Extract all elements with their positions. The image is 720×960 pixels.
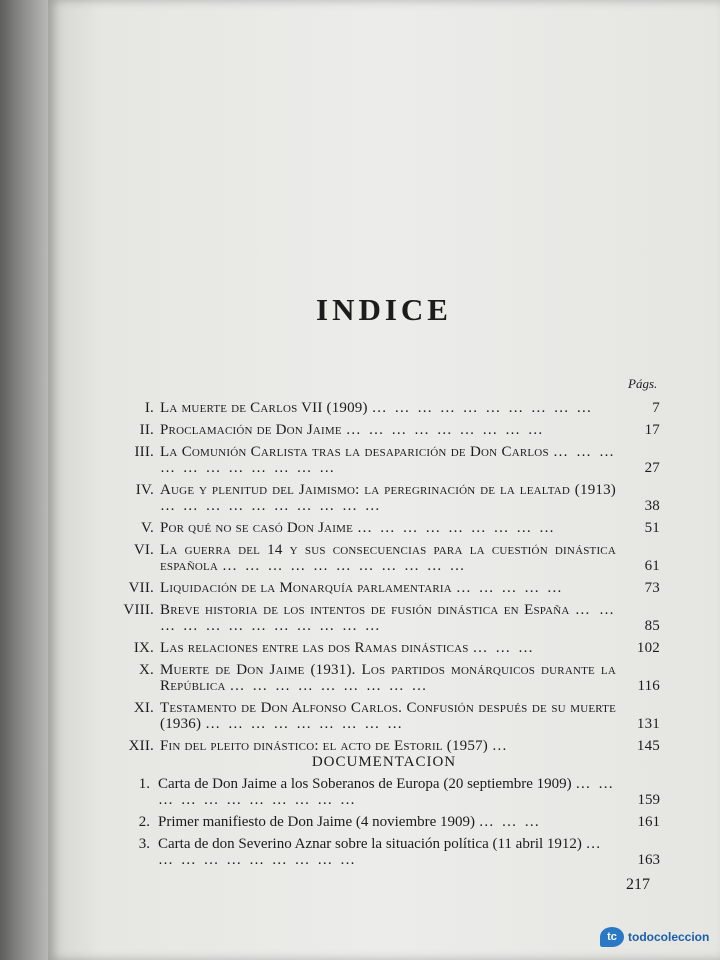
entry-title: La Comunión Carlista tras la desaparición de Don Carlos — [160, 444, 549, 460]
toc-entry: I. La muerte de Carlos VII (1909) … … … … … … … … … … 7 — [120, 400, 660, 416]
entry-title: Proclamación de Don Jaime — [160, 422, 342, 438]
entry-number: X. — [139, 662, 154, 678]
toc-entry: III. La Comunión Carlista tras la desaparición de Don Carlos … … … … … … … … … … … 27 — [120, 444, 660, 476]
entry-page: 27 — [644, 460, 660, 476]
entry-page: 51 — [644, 520, 660, 536]
toc-entry: X. Muerte de Don Jaime (1931). Los partidos monárquicos durante la República … … … … … … … … … 116 — [120, 662, 660, 694]
entry-number: XII. — [128, 738, 154, 754]
page-title: INDICE — [316, 292, 452, 327]
entry-title: Primer manifiesto de Don Jaime (4 noviembre 1909) — [158, 814, 476, 830]
entry-page: 85 — [644, 618, 660, 634]
entry-number: XI. — [133, 700, 154, 716]
entry-page: 163 — [637, 852, 660, 868]
entry-number: VIII. — [123, 602, 154, 618]
entry-title: Fin del pleito dinástico: el acto de Estoril (1957) — [160, 738, 488, 754]
toc-entry: IX. Las relaciones entre las dos Ramas dinásticas … … … 102 — [120, 640, 660, 656]
page-number: 217 — [626, 876, 650, 893]
entry-page: 7 — [652, 400, 660, 416]
document-entry: 2. Primer manifiesto de Don Jaime (4 noviembre 1909) … … … 161 — [120, 814, 660, 830]
entry-number: 3. — [138, 836, 150, 852]
pages-column-header: Págs. — [628, 376, 658, 391]
entry-number: VI. — [133, 542, 154, 558]
toc-entry: XI. Testamento de Don Alfonso Carlos. Confusión después de su muerte (1936) … … … … … … … … … 131 — [120, 700, 660, 732]
toc-entry: XII. Fin del pleito dinástico: el acto de Estoril (1957) … 145 — [120, 738, 660, 754]
book-page — [48, 0, 720, 960]
entry-number: 2. — [138, 814, 150, 830]
document-entry: 3. Carta de don Severino Aznar sobre la situación política (11 abril 1912) … … … … … … … … … … 163 — [120, 836, 660, 868]
toc-entry: V. Por qué no se casó Don Jaime … … … … … … … … … 51 — [120, 520, 660, 536]
entry-title: Carta de don Severino Aznar sobre la situación política (11 abril 1912) — [158, 836, 582, 852]
toc-entry: VI. La guerra del 14 y sus consecuencias para la cuestión dinástica española … … … … … … … … … … … 61 — [120, 542, 660, 574]
document-entry: 1. Carta de Don Jaime a los Soberanos de Europa (20 septiembre 1909) … … … … … … … … … … … 159 — [120, 776, 660, 808]
entry-title: Por qué no se casó Don Jaime — [160, 520, 354, 536]
entry-number: II. — [139, 422, 154, 438]
book-spine-shadow — [0, 0, 48, 960]
entry-title: La muerte de Carlos VII (1909) — [160, 400, 368, 416]
entry-title: Breve historia de los intentos de fusión dinástica en España — [160, 602, 570, 618]
toc-entry: VII. Liquidación de la Monarquía parlamentaria … … … … … 73 — [120, 580, 660, 596]
entry-title: Carta de Don Jaime a los Soberanos de Europa (20 septiembre 1909) — [158, 776, 572, 792]
entry-page: 161 — [637, 814, 660, 830]
watermark — [600, 922, 712, 952]
chat-bubble-logo-icon: tc — [600, 927, 624, 947]
watermark-text: todocoleccion — [628, 930, 710, 944]
entry-page: 131 — [636, 716, 660, 732]
documentation-list — [120, 776, 660, 868]
entry-title: Auge y plenitud del Jaimismo: la peregrinación de la lealtad (1913) — [160, 482, 616, 498]
entry-title: Testamento de Don Alfonso Carlos. Confusión después de su muerte (1936) — [160, 700, 616, 732]
entry-number: IV. — [135, 482, 154, 498]
entry-title: Las relaciones entre las dos Ramas dinásticas — [160, 640, 469, 656]
toc-entry: VIII. Breve historia de los intentos de fusión dinástica en España … … … … … … … … … … … … 85 — [120, 602, 660, 634]
entry-page: 61 — [644, 558, 660, 574]
toc-entry: IV. Auge y plenitud del Jaimismo: la peregrinación de la lealtad (1913) … … … … … … … … … … 38 — [120, 482, 660, 514]
entry-number: V. — [140, 520, 154, 536]
documentation-heading: DOCUMENTACION — [311, 754, 457, 770]
entry-page: 73 — [644, 580, 660, 596]
table-of-contents — [120, 400, 660, 754]
entry-title: Liquidación de la Monarquía parlamentaria — [160, 580, 452, 596]
entry-number: 1. — [138, 776, 150, 792]
entry-page: 159 — [637, 792, 660, 808]
entry-number: IX. — [133, 640, 154, 656]
entry-title: Muerte de Don Jaime (1931). Los partidos monárquicos durante la República — [160, 662, 616, 694]
entry-number: III. — [134, 444, 154, 460]
entry-page: 17 — [644, 422, 660, 438]
entry-page: 38 — [644, 498, 660, 514]
entry-number: I. — [144, 400, 154, 416]
entry-number: VII. — [128, 580, 154, 596]
entry-page: 116 — [637, 678, 660, 694]
toc-entry: II. Proclamación de Don Jaime … … … … … … … … … 17 — [120, 422, 660, 438]
show-through-text — [108, 30, 708, 270]
entry-title: La guerra del 14 y sus consecuencias para la cuestión dinástica española — [160, 542, 616, 574]
entry-page: 102 — [636, 640, 660, 656]
entry-page: 145 — [636, 738, 660, 754]
